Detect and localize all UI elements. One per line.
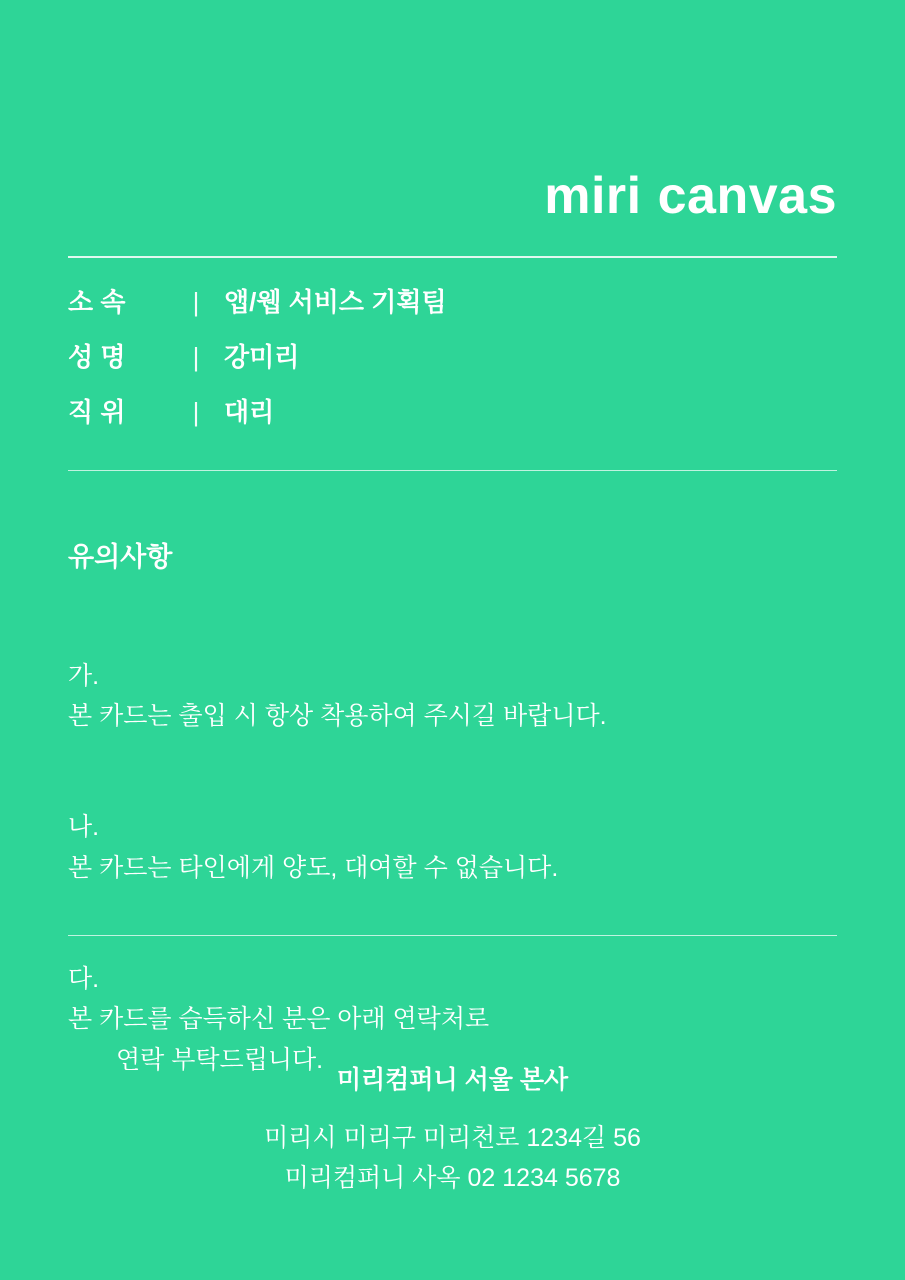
identity-label-position: 직 위 [68, 397, 126, 427]
notice-text: 본 카드는 출입 시 항상 착용하여 주시길 바랍니다. [68, 702, 607, 730]
notice-marker: 가. [68, 661, 100, 690]
identity-row-name [68, 337, 837, 392]
notice-item [68, 767, 848, 889]
identity-separator-department: | [192, 287, 200, 317]
divider-top [68, 256, 837, 258]
identity-label-name: 성 명 [68, 342, 126, 372]
brand-logo [544, 167, 837, 225]
footer-address: 미리시 미리구 미리천로 1234길 56 [264, 1124, 641, 1152]
notice-title: 유의사항 [68, 542, 173, 572]
identity-value-name: 강미리 [224, 342, 300, 372]
notice-text: 본 카드를 습득하신 분은 아래 연락처로 [68, 1005, 490, 1033]
footer-contact: 미리컴퍼니 사옥 02 1234 5678 [284, 1164, 621, 1192]
brand-logo-mark: miri [544, 167, 642, 225]
notice-marker: 나. [68, 813, 100, 841]
divider-middle [68, 470, 837, 471]
identity-separator-position: | [192, 397, 200, 427]
footer [0, 1060, 905, 1198]
notice-text-continued: 연락 부탁드립니다. [116, 1045, 324, 1074]
identity-label-department: 소 속 [68, 287, 126, 317]
identity-row-position [68, 392, 837, 447]
notice-marker: 다. [68, 964, 100, 993]
identity-row-department [68, 282, 837, 337]
identity-block [68, 282, 837, 447]
identity-separator-name: | [192, 342, 200, 372]
footer-company: 미리컴퍼니 서울 본사 [336, 1066, 569, 1094]
identity-value-department: 앱/웹 서비스 기획팀 [224, 287, 447, 317]
notice-text: 본 카드는 타인에게 양도, 대여할 수 없습니다. [68, 853, 559, 882]
brand-logo-word: canvas [657, 167, 837, 225]
identity-value-position: 대리 [224, 397, 275, 427]
notice-item [68, 615, 848, 737]
divider-bottom [68, 935, 837, 936]
